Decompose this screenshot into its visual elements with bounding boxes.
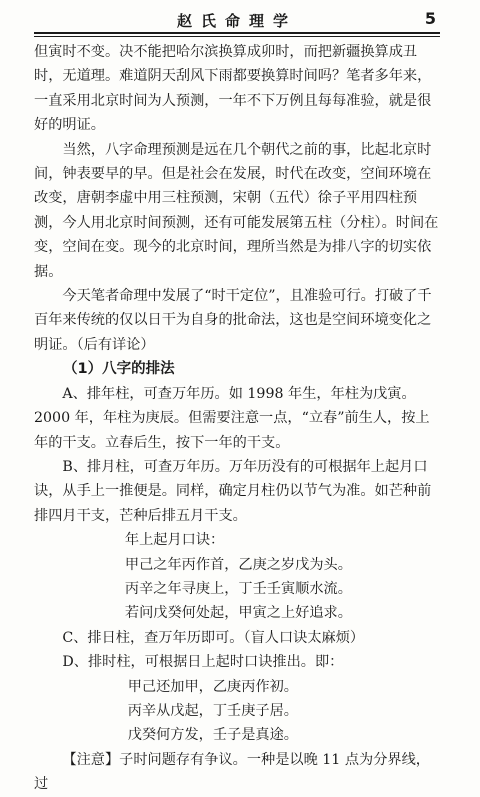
paragraph-continued: 但寅时不变。决不能把哈尔滨换算成卯时，而把新疆换算成丑时，无道理。难道阴天刮风下雨都要换算时间吗？笔者多年来，一直采用北京时间为人预测，一年不下万例且每每准验，就是很好的明证。 bbox=[34, 44, 432, 134]
list-item-d: D、排时柱，可根据日上起时口诀推出。即： bbox=[62, 654, 344, 671]
verse-line: 丙辛之年寻庚上，丁壬壬寅顺水流。 bbox=[124, 580, 352, 597]
running-title: 赵氏命理学 bbox=[176, 12, 297, 30]
section-heading: （1）八字的排法 bbox=[63, 361, 175, 378]
header-rule-thick bbox=[34, 32, 440, 34]
running-header bbox=[34, 8, 440, 34]
verse-line: 戊癸何方发，壬子是真途。 bbox=[127, 727, 298, 744]
header-rule-thin bbox=[34, 36, 440, 37]
list-item-c: C、排日柱，查万年历即可。（盲人口诀太麻烦） bbox=[62, 629, 365, 646]
verse-line: 甲己还加甲，乙庚丙作初。 bbox=[127, 678, 298, 695]
paragraph: 今天笔者命理中发展了“时干定位”，且准验可行。打破了千百年来传统的仅以日干为自身的批命法，这也是空间环境变化之明证。（后有详论） bbox=[34, 288, 432, 353]
paragraph: 当然，八字命理预测是远在几个朝代之前的事，比起北京时间，钟表要早的早。但是社会在发展，时代在改变，空间环境在改变，唐朝李虚中用三柱预测，宋朝（五代）徐子平用四柱预测，今人用北京时间预测，还有可能发展第五柱（分柱）。时间在变，空间在变。现今的北京时间，理所当然是为排八字的切实依据。 bbox=[34, 141, 439, 280]
list-item-b: B、排月柱，可查万年历。万年历没有的可根据年上起月口诀，从手上一推便是。同样，确定月柱仍以节气为准。如芒种前排四月干支，芒种后排五月干支。 bbox=[34, 458, 432, 524]
note: 【注意】子时问题存有争议。一种是以晚 11 点为分界线，过 bbox=[34, 751, 430, 793]
page-body bbox=[34, 40, 442, 797]
verse-title: 年上起月口诀： bbox=[124, 532, 225, 549]
list-item-a: A、排年柱，可查万年历。如 1998 年生，年柱为戊寅。2000 年，年柱为庚辰。但需要注意一点，“立春”前生人，按上年的干支。立春后生，按下一年的干支。 bbox=[34, 385, 430, 451]
verse-line: 丙辛从戊起，丁壬庚子居。 bbox=[127, 702, 298, 719]
verse-line: 若问戊癸何处起，甲寅之上好追求。 bbox=[124, 605, 352, 622]
verse-line: 甲己之年丙作首，乙庚之岁戊为头。 bbox=[124, 556, 352, 573]
page-number: 5 bbox=[424, 9, 436, 28]
